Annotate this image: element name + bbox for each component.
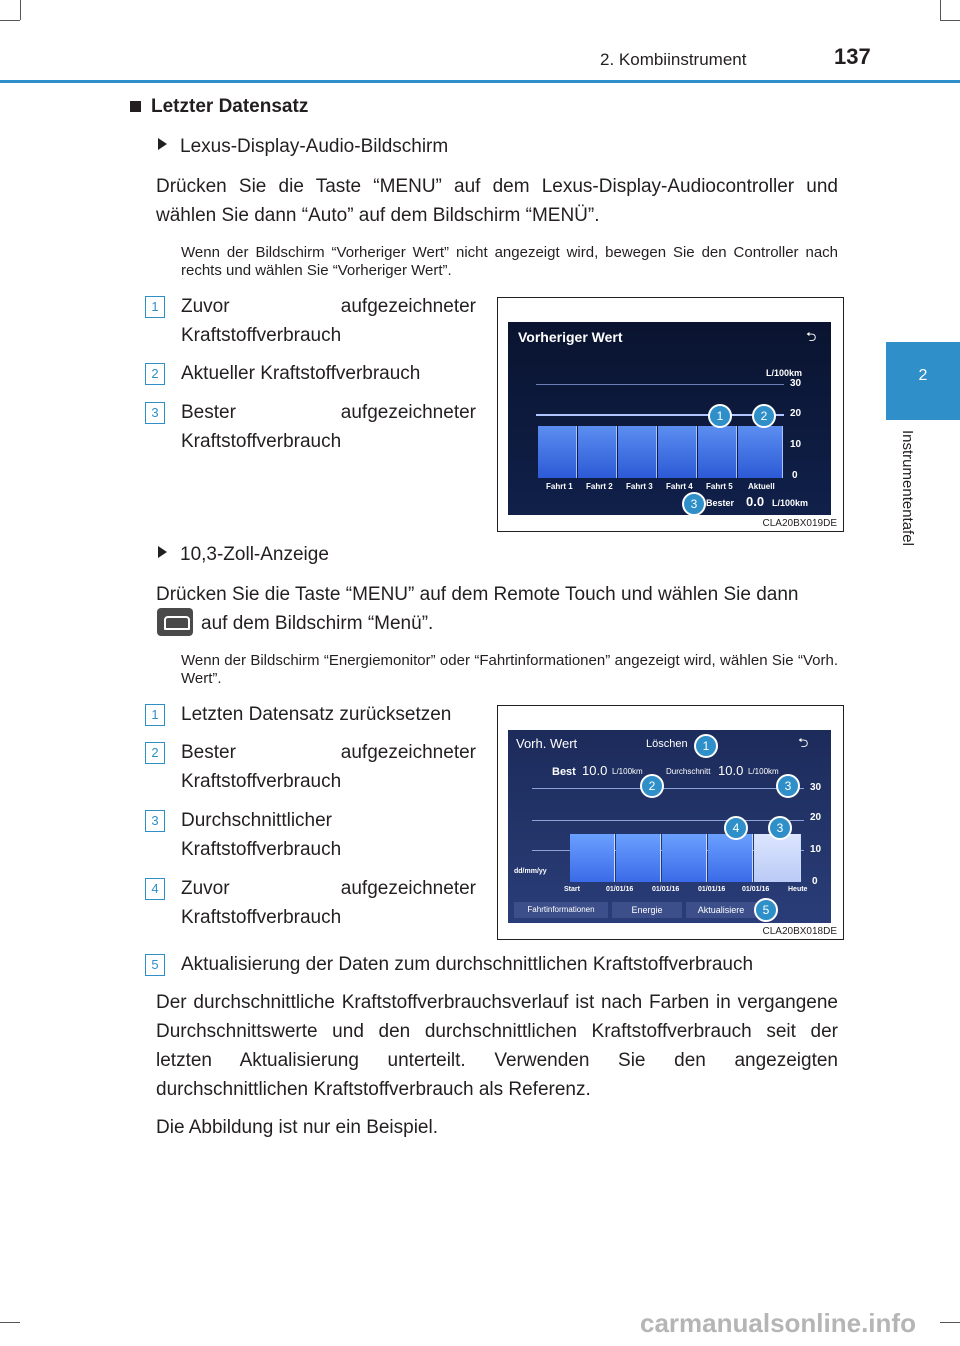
screen-title: Vorh. Wert [516, 736, 578, 751]
crop-mark [940, 0, 941, 20]
screen-display [508, 730, 831, 923]
crop-mark [940, 20, 960, 21]
bar-fahrt-5 [698, 426, 737, 478]
category-label: Fahrt 1 [546, 482, 573, 491]
bar-period-2 [616, 834, 661, 882]
instruction-2a: Drücken Sie die Taste “MENU” auf dem Remote Touch und wählen Sie dann [156, 584, 799, 605]
item-number-badge: 2 [145, 742, 165, 764]
subheading-1 [158, 136, 448, 158]
item-text: Aktualisierung der Daten zum durchschnittlichen Kraftstoffverbrauch [181, 954, 754, 975]
bar-period-3 [662, 834, 707, 882]
category-label: Fahrt 2 [586, 482, 613, 491]
callout-badge: 4 [724, 816, 748, 840]
chapter-tab-label: Instrumententafel [899, 430, 916, 546]
subheading-1-text: Lexus-Display-Audio-Bildschirm [180, 136, 449, 157]
example-note: Die Abbildung ist nur ein Beispiel. [156, 1117, 439, 1138]
figure-previous-value [497, 297, 844, 532]
best-value: 10.0 [582, 763, 608, 778]
bar-fahrt-3 [618, 426, 657, 478]
item-number-badge: 3 [145, 402, 165, 424]
update-button[interactable]: Aktualisiere [686, 902, 756, 918]
back-icon: ⮌ [798, 735, 809, 750]
callout-badge: 3 [776, 774, 800, 798]
subheading-2 [158, 544, 329, 566]
grid-line [532, 820, 804, 821]
car-icon [157, 608, 193, 636]
triangle-bullet-icon [158, 546, 167, 558]
chapter-title: 2. Kombiinstrument [600, 50, 747, 69]
tick-label: 30 [790, 378, 802, 389]
tick-label: 10 [790, 439, 802, 450]
item-number-badge: 2 [145, 363, 165, 385]
note-2: Wenn der Bildschirm “Energiemonitor” oder “Fahrtinformationen” angezeigt wird, wählen Sie “Vorh. Wert”. [181, 652, 838, 687]
reset-button: Löschen [646, 738, 688, 750]
tab-fahrtinformationen[interactable]: Fahrtinformationen [514, 902, 608, 918]
screen-title: Vorheriger Wert [518, 329, 623, 345]
bar-fahrt-4 [658, 426, 697, 478]
category-label: Fahrt 5 [706, 482, 733, 491]
grid-line [536, 384, 784, 385]
section-title-text: Letzter Datensatz [151, 96, 309, 117]
callout-badge: 5 [754, 898, 778, 922]
x-label: 01/01/16 [606, 886, 634, 893]
x-label: Start [564, 886, 580, 893]
category-label: Fahrt 4 [666, 482, 693, 491]
current-line [536, 414, 784, 416]
item-number-badge: 1 [145, 704, 165, 726]
x-label: 01/01/16 [698, 886, 726, 893]
item-number-badge: 4 [145, 878, 165, 900]
header-rule [0, 80, 960, 83]
unit-label: L/100km [766, 368, 803, 378]
callout-badge: 1 [694, 734, 718, 758]
figure-caption: CLA20BX018DE [762, 926, 837, 937]
car-shape [164, 616, 190, 630]
bar-today [754, 834, 801, 882]
callout-badge: 2 [752, 404, 776, 428]
item-number-badge: 1 [145, 296, 165, 318]
x-label: Heute [788, 886, 808, 893]
tick-label: 20 [810, 812, 822, 823]
best-value: 0.0 [746, 494, 765, 509]
section-title [130, 96, 308, 118]
category-label: Aktuell [748, 482, 775, 491]
back-icon: ⮌ [806, 329, 817, 344]
grid-line [532, 788, 804, 789]
chapter-tab-number: 2 [918, 367, 928, 384]
tick-label: 0 [812, 876, 818, 887]
x-label: 01/01/16 [742, 886, 770, 893]
bar-aktuell [738, 426, 783, 478]
chapter-tab [886, 342, 960, 420]
instruction-2b: auf dem Bildschirm “Menü”. [201, 613, 434, 634]
bar-fahrt-1 [538, 426, 577, 478]
category-label: Fahrt 3 [626, 482, 653, 491]
callout-badge: 2 [640, 774, 664, 798]
average-value: 10.0 [718, 763, 744, 778]
item-text: Bester aufgezeichneter Kraftstoffverbrauch [181, 402, 476, 452]
item-text: Aktueller Kraftstoffverbrauch [181, 363, 421, 384]
tab-energie[interactable]: Energie [612, 902, 682, 918]
crop-mark [20, 0, 21, 20]
crop-mark [0, 20, 20, 21]
callout-badge: 3 [768, 816, 792, 840]
square-bullet-icon [130, 101, 141, 112]
bar-period-1 [570, 834, 615, 882]
figure-caption: CLA20BX019DE [762, 518, 837, 529]
item-text: Durchschnittlicher Kraftstoffverbrauch [181, 810, 342, 860]
bar-fahrt-2 [578, 426, 617, 478]
screen-display [508, 322, 831, 515]
tick-label: 30 [810, 782, 822, 793]
callout-badge: 1 [708, 404, 732, 428]
callout-badge: 3 [682, 492, 706, 515]
item-text: Zuvor aufgezeichneter Kraftstoffverbrauch [181, 296, 476, 346]
tick-label: 0 [792, 470, 798, 481]
average-unit: L/100km [748, 767, 779, 776]
triangle-bullet-icon [158, 138, 167, 150]
figure-vorh-wert [497, 705, 844, 940]
item-text: Bester aufgezeichneter Kraftstoffverbrauch [181, 742, 476, 792]
x-label: 01/01/16 [652, 886, 680, 893]
best-label: Best [552, 766, 576, 778]
tick-label: 20 [790, 408, 802, 419]
subheading-2-text: 10,3-Zoll-Anzeige [180, 544, 329, 565]
description-paragraph: Der durchschnittliche Kraftstoffverbrauchsverlauf ist nach Farben in vergangene Durchschnittswerte und den durchschnittlichen Kraftstoffverbrauch seit der letzten Aktualisierung unterteilt. Verwenden Sie den angezeigten durchschnittlichen Kraftstoffverbrauch als Referenz. [156, 992, 838, 1100]
best-label: Bester [706, 498, 735, 508]
instruction-1: Drücken Sie die Taste “MENU” auf dem Lexus-Display-Audiocontroller und wählen Sie dann “Auto” auf dem Bildschirm “MENÜ”. [156, 176, 838, 226]
watermark: carmanualsonline.info [640, 1308, 916, 1338]
best-unit: L/100km [612, 767, 643, 776]
item-text: Letzten Datensatz zurücksetzen [181, 704, 452, 725]
crop-mark [0, 1322, 20, 1323]
item-text: Zuvor aufgezeichneter Kraftstoffverbrauch [181, 878, 476, 928]
tick-label: 10 [810, 844, 822, 855]
average-label: Durchschnitt [666, 767, 711, 776]
page-number: 137 [834, 44, 871, 69]
date-format-label: dd/mm/yy [514, 868, 547, 875]
note-1: Wenn der Bildschirm “Vorheriger Wert” nicht angezeigt wird, bewegen Sie den Controller nach rechts und wählen Sie “Vorheriger Wert”. [181, 244, 838, 279]
crop-mark [940, 1322, 960, 1323]
item-number-badge: 5 [145, 954, 165, 976]
item-number-badge: 3 [145, 810, 165, 832]
best-unit: L/100km [772, 498, 809, 508]
bar-period-4 [708, 834, 753, 882]
